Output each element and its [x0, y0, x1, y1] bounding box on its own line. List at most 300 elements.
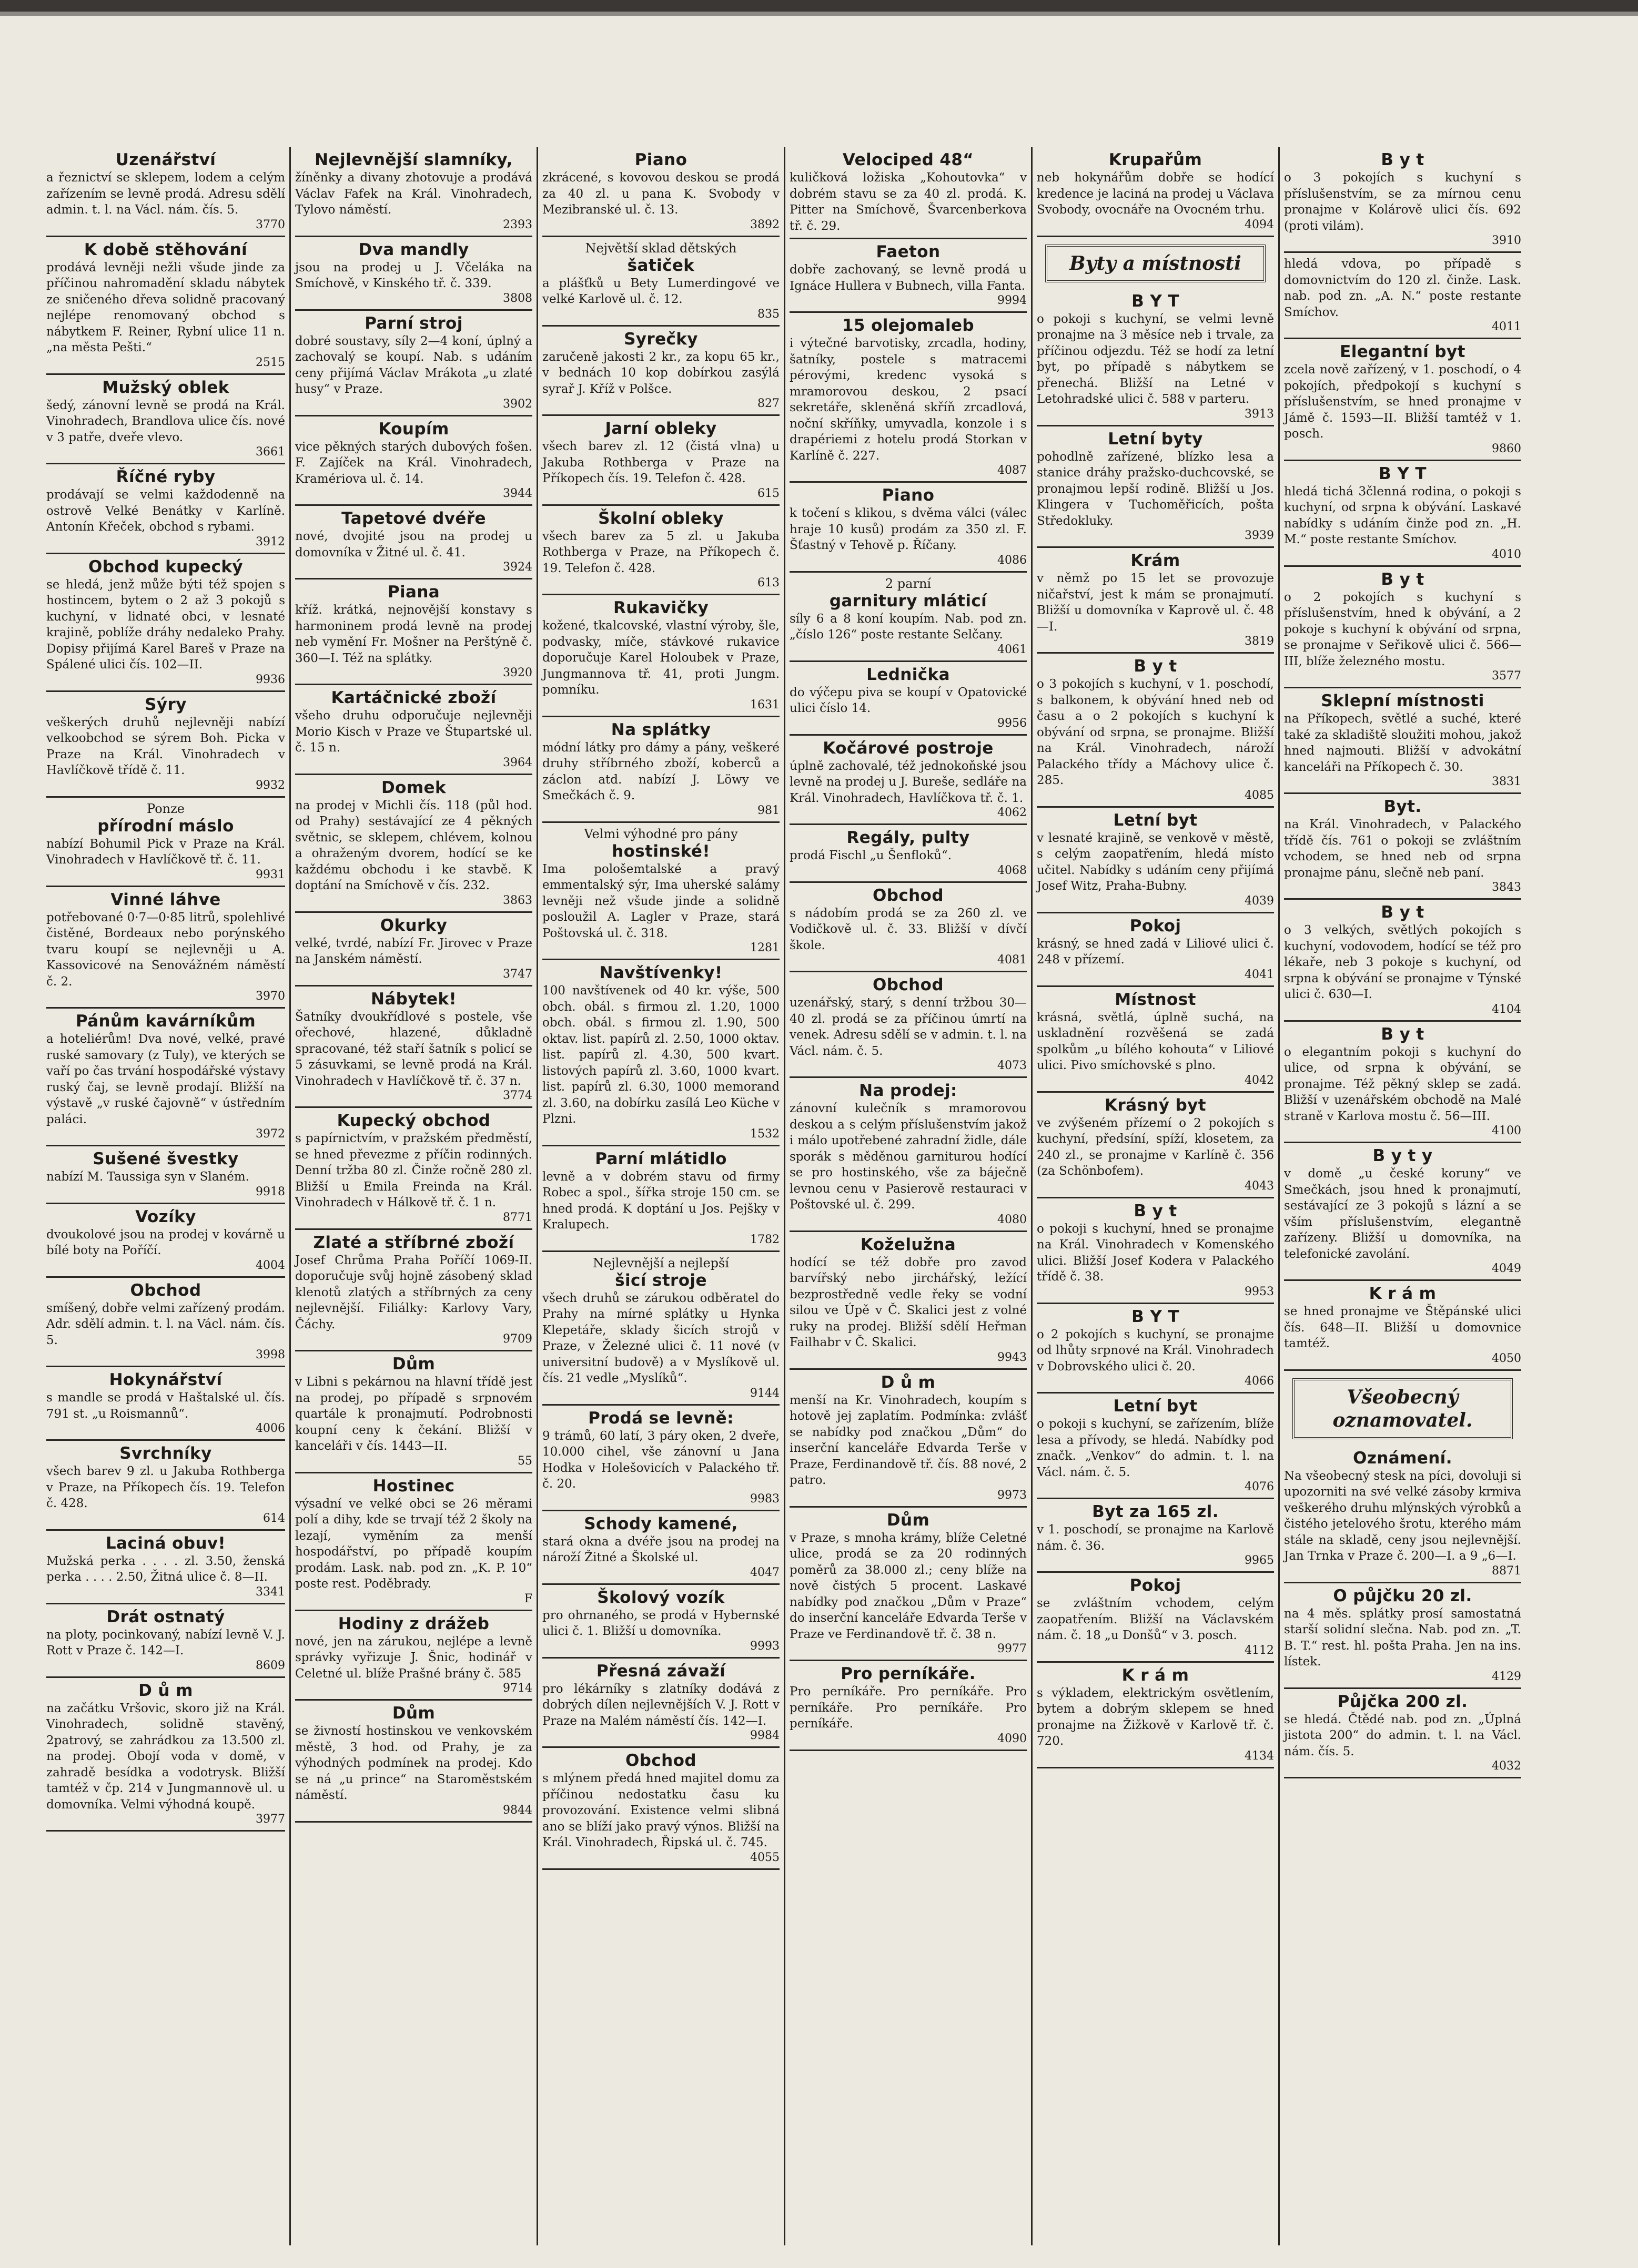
classified-ad [1037, 289, 1274, 426]
ad-heading: Obchod [873, 886, 944, 905]
ad-body: dobře zachovaný, se levně prodá u Ignáce Hullera v Bubnech, villa Fanta. [790, 263, 1027, 293]
ad-heading: Mužský oblek [102, 378, 229, 397]
ad-heading: Hokynářství [109, 1370, 223, 1389]
ad-heading: Kupecký obchod [337, 1111, 491, 1130]
ad-heading: Pokoj [1129, 1576, 1181, 1595]
ad-number: 4006 [256, 1422, 285, 1435]
ad-body: ve zvýšeném přízemí o 2 pokojích s kuchyní, předsíní, spíží, klosetem, za 240 zl., se pronajme v Karlíně č. 356 (za Schönbofem). [1037, 1116, 1274, 1178]
classified-ad [790, 313, 1027, 483]
ad-body: Mužská perka . . . . zl. 3.50, ženská perka . . . . 2.50, Žitná ulice č. 8—II. [46, 1554, 285, 1584]
ad-body: se živností hostinskou ve venkovském městě, 3 hod. od Prahy, je za výhodných podmínek na prodej. Kdo se ná „u prince“ na Staroměstském náměstí. [295, 1724, 532, 1802]
ad-number: 2515 [256, 355, 285, 369]
ad-body: na Král. Vinohradech, v Palackého třídě čís. 761 o pokoji se zvláštním vchodem, se hned neb od srpna pronajme pánu, slečně neb paní. [1284, 818, 1521, 880]
ad-body: se hned pronajme ve Štěpánské ulici čís. 648—II. Bližší u domovnice tamtéž. [1284, 1305, 1521, 1350]
classified-ad [542, 327, 780, 416]
ad-heading: Vozíky [135, 1207, 196, 1226]
ad-heading: Letní byt [1113, 1397, 1198, 1416]
ad-number: 3747 [503, 967, 532, 981]
ad-heading: B y t [1381, 1024, 1424, 1044]
ad-body: síly 6 a 8 koní koupím. Nab. pod zn. „číslo 126“ poste restante Selčany. [790, 612, 1027, 642]
ad-heading: B y t [1381, 150, 1424, 169]
classified-ad [46, 1367, 285, 1441]
ad-heading: Zlaté a stříbrné zboží [313, 1233, 514, 1252]
ad-number: 614 [263, 1511, 285, 1525]
ad-body: o pokoji s kuchyní, se velmi levně pronajme na 3 měsíce neb i trvale, za příčinou odjezdu. Též se hodí za letní byt, po případě s nábytkem se přenechá. Bližší na Letné v Letohradské ulici č. 588 v parteru. [1037, 312, 1274, 406]
ad-heading: Piano [882, 486, 935, 505]
ad-heading: B y t [1134, 1201, 1177, 1221]
ad-number: 3920 [503, 666, 532, 679]
ad-body: všech barev 9 zl. u Jakuba Rothberga v Praze, na Příkopech čís. 19. Telefon č. 428. [46, 1464, 285, 1510]
ad-heading: Svrchníky [119, 1444, 212, 1463]
ad-number: 9973 [997, 1488, 1027, 1502]
ad-number: 4129 [1492, 1670, 1521, 1683]
classified-ad [542, 717, 780, 823]
classified-ad [1284, 1689, 1521, 1779]
classified-ad [46, 1204, 285, 1278]
ad-body: kříž. krátká, nejnovější konstavy s harmoninem prodá levně na prodej neb vymění Fr. Mošner na Perštýně č. 360—I. Též na splátky. [295, 603, 532, 665]
ad-body: s výkladem, elektrickým osvětlením, bytem a dobrým sklepem se hned pronajme na Žižkově v Karlově tř. č. 720. [1037, 1686, 1274, 1748]
classified-ad [542, 1252, 780, 1406]
ad-body: o pokoji s kuchyní, se zařízením, blíže lesa a přívody, se hledá. Nabídky pod značk. „Venkov“ do admin. t. l. na Václ. nám. č. 5. [1037, 1417, 1274, 1479]
ad-number: 9977 [997, 1642, 1027, 1655]
ad-heading: Lednička [866, 665, 950, 684]
ad-body: výsadní ve velké obci se 26 měrami polí a dihy, kde se trvají též 2 školy na lezají, vyměním za menší hospodářství, po případě koupím prodám. Lask. nab. pod zn. „K. P. 10“ poste rest. Poděbrady. [295, 1497, 532, 1591]
classified-ad [790, 662, 1027, 736]
ad-body: všech druhů se zárukou odběratel do Prahy na mírné splátky u Hynka Klepetáře, sklady šicích strojů v Praze, v Železné ulici č. 11 nové (v universitní budově) a v Myslíkově ul. čís. 21 vedle „Myslíků“. [542, 1291, 780, 1385]
classified-ad [1284, 339, 1521, 461]
ad-body: potřebované 0·7—0·85 litrů, spolehlivé čistěné, Bordeaux nebo porýnského tvaru koupí se nejlevněji u A. Kassovicové na Senovážném náměstí č. 2. [46, 910, 285, 989]
ad-number: 4090 [997, 1732, 1027, 1745]
classified-ad [1037, 1573, 1274, 1663]
classified-ad [790, 736, 1027, 826]
ad-body: dvoukolové jsou na prodej v kovárně u bílé boty na Poříčí. [46, 1227, 285, 1257]
ad-heading: Regály, pulty [846, 828, 970, 847]
classified-ad [295, 1108, 532, 1230]
ad-heading: B Y T [1131, 1307, 1179, 1326]
classified-ad [542, 506, 780, 596]
ad-number: F [524, 1592, 532, 1605]
classified-ad [790, 883, 1027, 973]
ad-body: v Praze, s mnoha krámy, blíže Celetné ulice, prodá se za 20 rodinných poměrů za 38.000 zl.; ceny blíže na nově čistých 5 procent. Laskavé nabídky pod značkou „Dům v Praze“ do inserční kanceláře Edvarda Terše v Praze ve Ferdinandově tř. č. 38 n. [790, 1531, 1027, 1641]
classified-ad [542, 147, 780, 237]
ad-number: 835 [757, 307, 780, 321]
classified-ad [46, 1678, 285, 1832]
ad-heading: Okurky [380, 916, 448, 935]
classified-ad [295, 913, 532, 986]
ad-heading: Laciná obuv! [105, 1533, 226, 1553]
classified-ad [1284, 794, 1521, 900]
classified-ad [46, 1531, 285, 1604]
ad-body: i výtečné barvotisky, zrcadla, hodiny, šatníky, postele s matracemi pérovými, kredenc vysoká s mramorovou deskou, 2 psací sekretáře, skleněná skříň zrcadlová, noční skříňky, umyvadla, konzole i s drapériemi z hotelu prodá Storkan v Karlíně č. 227. [790, 337, 1027, 463]
ad-number: 55 [518, 1454, 532, 1468]
classified-ad [1284, 461, 1521, 567]
ad-heading: Obchod [130, 1280, 201, 1300]
ad-heading: Nejlevnější slamníky, [315, 150, 513, 169]
ad-number: 3998 [256, 1348, 285, 1361]
ad-body: jsou na prodej u J. Včeláka na Smíchově, v Kinského tř. č. 339. [295, 260, 532, 290]
ad-number: 4094 [1245, 218, 1274, 231]
ad-body: Josef Chrůma Praha Poříčí 1069-II. doporučuje svůj hojně zásobený sklad klenotů zlatých a stříbrných za ceny nejlevnější. Filiálky: Karlovy Vary, Čáchy. [295, 1253, 532, 1331]
ad-body: 100 navštívenek od 40 kr. výše, 500 obch. obál. s firmou zl. 1.20, 1000 obch. obál. s firmou zl. 1.90, 500 oktav. list. papírů zl. 2.50, 1000 oktav. list. papírů zl. 4.30, 500 kvart. listových papírů zl. 3.60, 1000 kvart. list. papírů zl. 6.30, 1000 memorand zl. 3.60, na dobírku zasílá Leo Küche v Plzni. [542, 984, 780, 1126]
ad-number: 4011 [1492, 320, 1521, 333]
ad-number: 4062 [997, 806, 1027, 819]
ad-heading: Syrečky [624, 329, 698, 349]
ad-body: uzenářský, starý, s denní tržbou 30—40 zl. prodá se za příčinou úmrtí na venek. Adresu sdělí se v admin. t. l. na Václ. nám. č. 5. [790, 996, 1027, 1058]
ad-subheading: 2 parní [885, 576, 932, 591]
ad-body: s papírnictvím, v pražském předměstí, se hned převezme z příčin rodinných. Denní tržba 80 zl. Činže ročně 280 zl. Bližší u Emila Freinda na Král. Vinohradech v Hálkově tř. č. 1 n. [295, 1132, 532, 1209]
ad-body: 9 trámů, 60 latí, 3 páry oken, 2 dveře, 10.000 cihel, vše zánovní u Jana Hodka v Holešovicích v Palackého tř. č. 20. [542, 1429, 780, 1491]
ad-heading: hostinské! [612, 841, 710, 861]
ad-number: 4055 [750, 1850, 780, 1864]
ad-number: 1782 [750, 1233, 780, 1246]
classified-ad [542, 1585, 780, 1659]
ad-heading: Sýry [145, 695, 187, 714]
ad-heading: Uzenářství [115, 150, 216, 169]
ad-heading: K r á m [1369, 1284, 1437, 1303]
ad-number: 1532 [750, 1127, 780, 1141]
ad-number: 9931 [256, 868, 285, 881]
ad-number: 613 [757, 576, 780, 589]
ad-heading: Pokoj [1129, 916, 1181, 935]
ad-heading: Místnost [1115, 990, 1196, 1009]
ad-heading: šicí stroje [615, 1270, 707, 1290]
ad-number: 9932 [256, 778, 285, 792]
ad-body: o 2 pokojích s kuchyní s příslušenstvím, hned k obývání, a 2 pokoje s kuchyní k obývání od srpna, se pronajme v Seřikově ulici č. 566—III, blíže železného mostu. [1284, 590, 1521, 668]
classified-ad [1037, 654, 1274, 808]
classified-ad [1284, 1446, 1521, 1583]
ad-number: 4066 [1245, 1375, 1274, 1388]
classified-ad [46, 554, 285, 692]
ad-body: všech barev za 5 zl. u Jakuba Rothberga v Praze, na Příkopech č. 19. Telefon č. 428. [542, 529, 780, 575]
classified-ad [1284, 1143, 1521, 1281]
classified-ad [1284, 900, 1521, 1022]
classified-ad [46, 237, 285, 375]
ad-body: a hoteliérům! Dva nové, velké, pravé ruské samovary (z Tuly), ve kterých se vaří po čas trvání hospodářské výstavy ruský čaj, se levně prodají. Bližší na výstavě „v ruské čajovně“ v ústředním paláci. [46, 1032, 285, 1126]
classified-ad [1037, 147, 1274, 237]
classified-ad [1284, 1583, 1521, 1689]
classified-ad [542, 1511, 780, 1585]
ad-heading: Obchod [625, 1751, 696, 1770]
ad-body: dobré soustavy, síly 2—4 koní, úplný a zachovalý se koupí. Nab. s udáním ceny přijímá Václav Mrákota „u zlaté husy“ v Praze. [295, 334, 532, 396]
ad-heading: D ů m [138, 1681, 193, 1700]
ad-number: 4086 [997, 553, 1027, 567]
ad-body: krásný, se hned zadá v Liliové ulici č. 248 v přízemí. [1037, 937, 1274, 967]
scan-edge [0, 0, 1638, 12]
scan-edge-shadow [0, 12, 1638, 16]
ad-heading: Letní byty [1108, 429, 1203, 449]
ad-number: 9860 [1492, 442, 1521, 455]
ad-body: levně a v dobrém stavu od firmy Robec a spol., šířka stroje 150 cm. se hned prodá. K doptání u Jos. Pejšky v Kralupech. [542, 1169, 780, 1232]
ad-number: 827 [757, 397, 780, 410]
ad-number: 615 [757, 486, 780, 500]
ad-heading: B y t [1381, 569, 1424, 589]
classified-ad [790, 1078, 1027, 1232]
ad-body: s mandle se prodá v Haštalské ul. čís. 791 st. „u Roismannů“. [46, 1391, 285, 1421]
ad-heading: Piana [387, 583, 440, 602]
ad-number: 3970 [256, 990, 285, 1003]
classified-ad [542, 416, 780, 506]
ad-heading: Drát ostnatý [106, 1607, 225, 1626]
ad-body: kožené, tkalcovské, vlastní výroby, šle, podvasky, míče, stávkové rukavice doporučuje Karel Holoubek v Praze, Jungmannova tř. 41, proti Jungm. pomníku. [542, 619, 780, 697]
ad-heading: Parní mlátidlo [595, 1149, 727, 1168]
ad-body: na ploty, pocinkovaný, nabízí levně V. J. Rott v Praze č. 142—I. [46, 1628, 285, 1657]
classified-ad [46, 1441, 285, 1531]
ad-heading: Byt za 165 zl. [1092, 1502, 1219, 1521]
ad-number: 4134 [1245, 1749, 1274, 1763]
ad-body: pohodlně zařízené, blízko lesa a stanice dráhy pražsko-duchcovské, se pronajmou lepší rodině. Bližší u Jos. Klingera v Tuchoměřicích, pošta Středokluky. [1037, 450, 1274, 528]
ad-body: krásná, světlá, úplně suchá, na uskladnění rozvěšená se zadá spolkům „u bílého kohouta“ v Liliové ulici. Pivo smíchovské s plno. [1037, 1010, 1274, 1072]
classified-ad [295, 1473, 532, 1611]
ad-body: velké, tvrdé, nabízí Fr. Jirovec v Praze na Janském náměstí. [295, 936, 532, 966]
classified-ad [46, 1278, 285, 1368]
ad-heading: B y t [1134, 657, 1177, 676]
ad-body: žíněnky a divany zhotovuje a prodává Václav Fafek na Král. Vinohradech, Tylovo náměstí. [295, 171, 532, 217]
ad-heading: Jarní obleky [605, 419, 717, 438]
ad-number: 3577 [1492, 669, 1521, 683]
ad-number: 3863 [503, 893, 532, 907]
classified-ad [295, 416, 532, 506]
ad-number: 8871 [1492, 1564, 1521, 1578]
classified-ad [295, 579, 532, 685]
ad-number: 4039 [1245, 894, 1274, 908]
ad-body: s mlýnem předá hned majitel domu za příčinou nedostatku času ku provozování. Existence velmi slibná ano se blíží jako pravý výnos. Bližší na Král. Vinohradech, Řipská ul. č. 745. [542, 1772, 780, 1849]
ad-number: 9956 [997, 716, 1027, 730]
classified-ad [790, 1370, 1027, 1508]
classified-ad [790, 972, 1027, 1078]
classified-ad [790, 483, 1027, 573]
ad-number: 3902 [503, 397, 532, 411]
ad-body: pro lékárníky s zlatníky dodává z dobrých dílen nejlevnějších V. J. Rott v Praze na Malém náměstí čís. 142—I. [542, 1682, 780, 1728]
ad-body: kuličková ložiska „Kohoutovka“ v dobrém stavu se za 40 zl. prodá. K. Pitter na Smíchově, Švarcenberkova tř. č. 29. [790, 171, 1027, 233]
ad-number: 4041 [1245, 968, 1274, 981]
ad-body: hodící se též dobře pro zavod barvířský nebo jirchářský, ležící bezprostředně vedle řeky se vodní silou ve Úpě v Č. Skalici jest z volné ruky na prodej. Bližší sdělí Heřman Failhabr v Č. Skalici. [790, 1255, 1027, 1349]
ad-number: 9993 [750, 1639, 780, 1653]
ad-subheading: Velmi výhodné pro pány [584, 826, 738, 841]
ad-body: menší na Kr. Vinohradech, koupím s hotově jej zaplatím. Podmínka: zvlášť se nabídky pod značkou „Dům“ do inserční kanceláře Edvarda Terše v Praze, Ferdinandově tř. čís. 88 nové, 2 patro. [790, 1393, 1027, 1487]
ad-number: 3944 [503, 487, 532, 500]
ad-heading: D ů m [881, 1372, 936, 1392]
ad-heading: Dva mandly [358, 240, 469, 259]
classified-ad [542, 595, 780, 717]
ad-heading: Na prodej: [859, 1081, 957, 1100]
ad-body: se zvláštním vchodem, celým zaopatřením. Bližší na Václavském nám. č. 18 „u Donšů“ v 3. posch. [1037, 1596, 1274, 1642]
ad-number: 3972 [256, 1127, 285, 1141]
ad-body: Ima pološemtalské a pravý emmentalský sýr, Ima uherské salámy levněji než všude jinde a solidně posloužil A. Lagler v Praze, stará Poštovská ul. č. 318. [542, 862, 780, 940]
ad-heading: K době stěhování [84, 240, 248, 259]
ad-heading: Prodá se levně: [588, 1408, 734, 1428]
classified-ad [1037, 1304, 1274, 1394]
ad-number: 4080 [997, 1213, 1027, 1226]
classified-ad [1284, 567, 1521, 689]
classified-ad [295, 237, 532, 311]
ad-number: 981 [757, 804, 780, 817]
ad-heading: Hodiny z drážeb [338, 1614, 490, 1633]
ad-body: zcela nově zařízený, v 1. poschodí, o 4 pokojích, předpokojí s kuchyní s příslušenstvím, se hned pronajme v Jámě č. 1593—II. Bližší tamtéž v 1. posch. [1284, 363, 1521, 441]
ad-body: Pro perníkáře. Pro perníkáře. Pro perníkáře. Pro perníkáře. Pro perníkáře. [790, 1685, 1027, 1731]
ad-number: 3964 [503, 756, 532, 769]
ad-number: 9714 [503, 1682, 532, 1695]
ad-number: 3912 [256, 535, 285, 548]
ad-body: zaručeně jakosti 2 kr., za kopu 65 kr., v bednách 10 kop dobírkou zasýlá syrař J. Kříž v Polšce. [542, 350, 780, 396]
ad-body: vice pěkných starých dubových fošen. F. Zajíček na Král. Vinohradech, Kramériova ul. č. 14. [295, 440, 532, 486]
classified-ad [542, 823, 780, 961]
ad-body: smíšený, dobře velmi zařízený prodám. Adr. sdělí admin. t. l. na Václ. nám. čís. 5. [46, 1301, 285, 1347]
ad-number: 3910 [1492, 234, 1521, 247]
classified-ad [790, 1232, 1027, 1370]
ad-heading: Hostinec [372, 1476, 455, 1496]
ad-heading: O půjčku 20 zl. [1333, 1586, 1472, 1605]
ad-body: zánovní kulečník s mramorovou deskou a s celým příslušenstvím jakož i málo upotřebené zahradní židle, dále sporák s měděnou garniturou hodící se pro hostinského, vše za báječně levnou cenu v Pasierově restauraci v Poštovské ul. č. 299. [790, 1102, 1027, 1212]
classified-ad [295, 147, 532, 237]
ad-heading: Pánům kavárníkům [75, 1012, 256, 1031]
classified-ad [46, 464, 285, 554]
ad-body: o elegantním pokoji s kuchyní do ulice, od srpna k obývání, se pronajme. Též pěkný sklep se zadá. Bližší v uzenářském obchodě na Malé straně v Karlova mostu č. 56—III. [1284, 1045, 1521, 1123]
ad-body: na 4 měs. splátky prosí samostatná starší solidní slečna. Nab. pod zn. „T. B. T.“ rest. hl. pošta Praha. Jen na ins. lístek. [1284, 1606, 1521, 1669]
ad-number: 2393 [503, 218, 532, 231]
ad-heading: Krásný byt [1105, 1095, 1206, 1115]
classified-ad [542, 960, 780, 1146]
ad-body: prodává levněji nežli všude jinde za příčinou nahromadění skladu nábytek ze sničeného dřeva solidně pracovaný nejlépe renomovaný obchod s nábytkem F. Reiner, Rybní ulice 11 n. „na města Pešti.“ [46, 260, 285, 354]
ad-body: se hledá. Čtědé nab. pod zn. „Úplná jistota 200“ do admin. t. l. na Václ. nám. čís. 5. [1284, 1712, 1521, 1758]
ad-heading: Domek [381, 778, 446, 797]
ad-body: v 1. poschodí, se pronajme na Karlově nám. č. 36. [1037, 1523, 1274, 1553]
ad-column [42, 147, 289, 2245]
ad-number: 3808 [503, 291, 532, 305]
ad-heading: Dům [392, 1355, 436, 1374]
ad-body: do výčepu piva se koupí v Opatovické ulici číslo 14. [790, 685, 1027, 715]
ad-heading: Piano [634, 150, 687, 169]
classified-ad [1284, 253, 1521, 339]
ad-heading: Navštívenky! [599, 963, 723, 982]
ad-number: 9983 [750, 1492, 780, 1506]
ad-number: 3774 [503, 1089, 532, 1102]
ad-subheading: Ponze [147, 801, 185, 816]
ad-body: na Příkopech, světlé a suché, které také za skladiště sloužiti mohou, jakož hned najmouti. Bližší v advokátní kanceláři na Příkopech č. 30. [1284, 712, 1521, 774]
ad-body: Na všeobecný stesk na píci, dovoluji si upozorniti na své velké zásoby krmiva veškerého druhu mlýnských výrobků a čistého jetelového šrotu, kterého mám stále na skladě, ceny jsou nejlevnější. Jan Trnka v Praze č. 200—I. a 9 „6—I. [1284, 1469, 1521, 1563]
ad-number: 4050 [1492, 1351, 1521, 1365]
ad-heading: B y t y [1372, 1146, 1433, 1165]
ad-body: a plášťků u Bety Lumerdingové ve velké Karlově ul. č. 12. [542, 276, 780, 306]
ad-number: 3924 [503, 561, 532, 574]
ad-number: 3831 [1492, 775, 1521, 788]
ad-column [289, 147, 537, 2245]
ad-number: 9844 [503, 1803, 532, 1817]
ad-heading: Tapetové dvéře [341, 509, 486, 528]
classified-ad [295, 506, 532, 579]
ad-body: o 2 pokojích s kuchyní, se pronajme od lhůty srpnové na Král. Vinohradech v Dobrovského ulici č. 20. [1037, 1327, 1274, 1374]
ad-heading: B Y T [1379, 464, 1427, 483]
ad-heading: Letní byt [1113, 810, 1198, 830]
ad-body: zkrácené, s kovovou deskou se prodá za 40 zl. u pana K. Svobody v Mezibranské ul. č. 13. [542, 171, 780, 217]
ad-heading: Školní obleky [598, 508, 724, 528]
classified-ad [46, 1009, 285, 1146]
ad-body: Šatníky dvoukřídlové s postele, vše ořechové, hlazené, důkladně spracované, též staří šatník s policí se 5 zásuvkami, se levně prodá na Král. Vinohradech v Havlíčkově tř. č. 37 n. [295, 1010, 532, 1088]
ad-number: 4061 [997, 643, 1027, 656]
ad-heading: Obchod kupecký [88, 557, 243, 576]
ad-body: v Libni s pekárnou na hlavní třídě jest na prodej, po případě s srpnovém quartále k pronajmutí. Podrobnosti koupní ceny k čekání. Bližší v kanceláři v čís. 1443—II. [295, 1375, 532, 1453]
ad-number: 4087 [997, 464, 1027, 477]
classified-ad [46, 887, 285, 1009]
ad-number: 4085 [1245, 788, 1274, 802]
ad-body: se hledá, jenž může býti též spojen s hostincem, bytem o 2 až 3 pokojů s kuchyní, v lidnaté obci, v lesnaté krajině, poblíže dráhy nedaleko Prahy. Dopisy přijímá Karel Bareš v Praze na Spálené ulici čís. 102—II. [46, 577, 285, 672]
classified-ad [46, 798, 285, 887]
ad-body: šedý, zánovní levně se prodá na Král. Vinohradech, Brandlova ulice čís. nové v 3 patře, dveře vlevo. [46, 398, 286, 444]
classified-ad [295, 986, 532, 1108]
ad-number: 4032 [1492, 1760, 1521, 1773]
classified-ad [790, 1508, 1027, 1662]
ad-body: o 3 pokojích s kuchyní s příslušenstvím, se za mírnou cenu pronajme v Kolárově ulici čís. 692 (proti vilám). [1284, 171, 1521, 233]
ad-number: 1631 [750, 698, 780, 711]
ad-body: veškerých druhů nejlevněji nabízí velkoobchod se sýrem Boh. Picka v Praze na Král. Vinohradech v Havlíčkově třídě č. 11. [46, 715, 285, 777]
ad-number: 8609 [256, 1659, 285, 1672]
classified-ad [46, 147, 285, 237]
ad-number: 4043 [1245, 1179, 1274, 1193]
ad-column [784, 147, 1031, 2245]
ad-body: o 3 pokojích s kuchyní, v 1. poschodí, s balkonem, k obývání hned neb od času a o 2 pokojích s kuchyní k obývání od srpna, se pronajme. Bližší na Král. Vinohradech, nároží Palackého třídy a Máchovy ulice č. 285. [1037, 677, 1274, 787]
ad-body: nabízí M. Taussiga syn v Slaném. [46, 1170, 249, 1184]
ad-number: 9144 [750, 1386, 780, 1400]
ad-heading: Půjčka 200 zl. [1337, 1692, 1468, 1711]
ad-body: všeho druhu odporučuje nejlevněji Morio Kisch v Praze ve Štupartské ul. č. 15 n. [295, 709, 532, 755]
ad-number: 9994 [997, 294, 1027, 307]
ad-number: 9709 [503, 1333, 532, 1346]
classified-ad [542, 237, 780, 327]
section-heading-box: Byty a místnosti [1045, 245, 1266, 282]
ad-column [1278, 147, 1525, 2245]
ad-body: prodá Fischl „u Šenfloků“. [790, 849, 952, 862]
classified-ad [295, 775, 532, 913]
classified-ad [1037, 1394, 1274, 1499]
ad-number: 3977 [256, 1813, 285, 1826]
ad-heading: Dům [886, 1510, 930, 1530]
classified-ad [46, 375, 285, 465]
classified-ad [1037, 1663, 1274, 1768]
classified-ad [295, 1351, 532, 1473]
ad-body: v němž po 15 let se provozuje ničařství, jest k mám se pronajmutí. Bližší u domovníka v Kaprově ul. č. 48—I. [1037, 572, 1274, 634]
ad-heading: Oznámení. [1353, 1448, 1452, 1468]
ad-number: 4010 [1492, 547, 1521, 561]
ad-heading: Krám [1130, 551, 1180, 570]
ad-number: 4104 [1492, 1002, 1521, 1016]
ad-number: 1281 [750, 941, 780, 954]
ad-number: 3661 [256, 445, 285, 459]
classified-ad [542, 1659, 780, 1748]
ad-heading: Kočárové postroje [823, 738, 994, 758]
ad-body: nové, jen na zárukou, nejlépe a levně správky vyřizuje J. Šnic, hodinář v Celetné ul. blíže Prašné brány č. 585 [295, 1634, 532, 1681]
ad-number: 9965 [1245, 1554, 1274, 1567]
ad-heading: Krupařům [1108, 150, 1202, 169]
ad-heading: Pro perníkáře. [841, 1664, 976, 1683]
classified-ad [1037, 1198, 1274, 1304]
ad-number: 3843 [1492, 881, 1521, 894]
ad-number: 3939 [1245, 529, 1274, 542]
classified-ad [1284, 1022, 1521, 1144]
ad-number: 9936 [256, 673, 285, 686]
classified-ad [1284, 1281, 1521, 1371]
ad-body: a řeznictví se sklepem, lodem a celým zařízením se levně prodá. Adresu sdělí admin. t. l. na Václ. nám. čís. 5. [46, 171, 285, 217]
ad-heading: Faeton [876, 242, 941, 261]
ad-number: 9984 [750, 1729, 780, 1742]
ad-body: o pokoji s kuchyní, hned se pronajme na Král. Vinohradech v Komenského ulici. Bližší Josef Kodera v Palackého třídě č. 38. [1037, 1222, 1274, 1284]
ad-body: prodávají se velmi každodenně na ostrově Velké Benátky v Karlíně. Antonín Křeček, obchod s rybami. [46, 488, 285, 534]
ad-heading: Dům [392, 1704, 436, 1723]
ad-heading: Na splátky [611, 720, 711, 739]
classified-ad [790, 1661, 1027, 1751]
ad-body: v lesnaté krajině, se venkově v městě, s celým zaopatřením, hledá místo učitel. Nabídky s udáním ceny přijímá Josef Witz, Praha-Bubny. [1037, 831, 1274, 893]
classified-ad [1037, 987, 1274, 1093]
classified-ad [542, 1406, 780, 1511]
ad-body: neb hokynářům dobře se hodící kredence je laciná na prodej u Václava Svobody, ovocnáře na Ovocném trhu. [1037, 171, 1274, 217]
